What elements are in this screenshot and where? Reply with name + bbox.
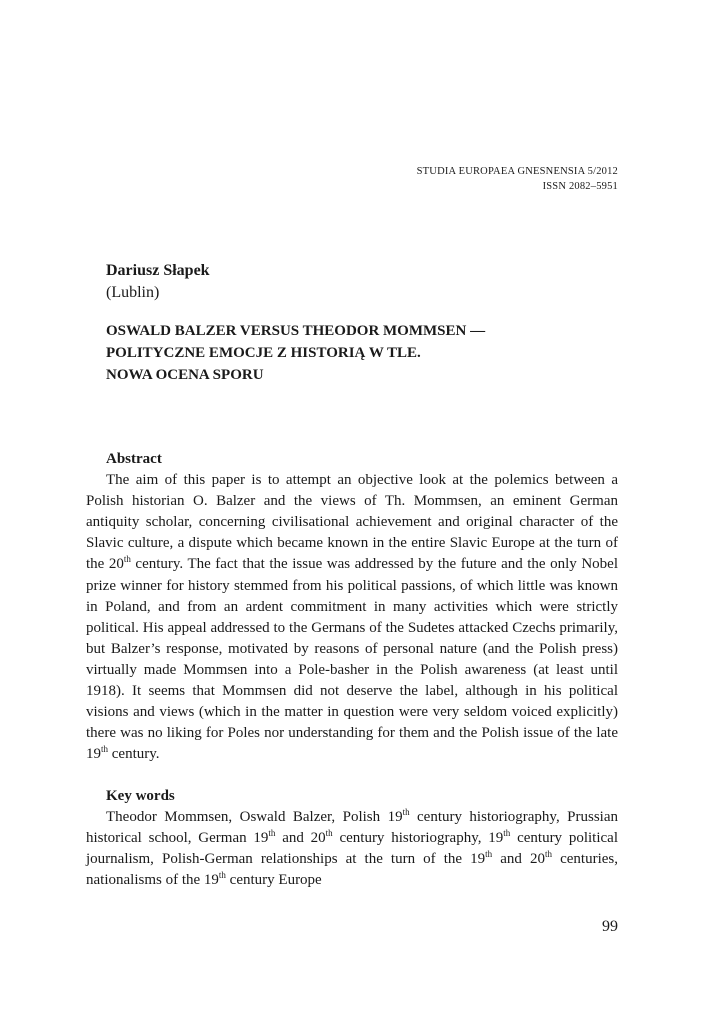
abstract-heading: Abstract — [106, 451, 162, 467]
paper-title — [106, 320, 626, 386]
title-line-1: OSWALD BALZER VERSUS THEODOR MOMMSEN — — [106, 323, 486, 339]
abstract-section — [86, 449, 618, 765]
title-line-3: NOWA OCENA SPORU — [106, 367, 264, 383]
keywords-heading: Key words — [106, 788, 175, 804]
author-affiliation: (Lublin) — [106, 284, 160, 301]
journal-header — [417, 164, 618, 194]
abstract-text: The aim of this paper is to attempt an objective look at the polemics between a Polish historian O. Balzer and the views of Th. Mommsen, an eminent German antiquity scholar, concerning civilisational achievement and original character of the Slavic culture, a dispute which became known in the entire Slavic Europe at the turn of the 20th century. The fact that the issue was addressed by the future and the only Nobel prize winner for history stemmed from his political passions, of which little was known in Poland, and from an ardent commitment in many activities which were strictly political. His appeal addressed to the Germans of the Sudetes attacked Czechs primarily, but Balzer’s response, motivated by reasons of personal nature (and the Polish press) virtually made Mommsen into a Pole-basher in the Polish awareness (at least until 1918). It seems that Mommsen did not deserve the label, although in his political visions and views (which in the matter in question were very seldom voiced explicitly) there was no liking for Poles nor understanding for them and the Polish issue of the late 19th century. — [86, 472, 618, 763]
author-name: Dariusz Słapek — [106, 262, 210, 279]
journal-issn: ISSN 2082–5951 — [542, 181, 618, 192]
page-number: 99 — [602, 918, 618, 935]
keywords-section — [86, 786, 618, 891]
title-line-2: POLITYCZNE EMOCJE Z HISTORIĄ W TLE. — [106, 345, 421, 361]
journal-name: STUDIA EUROPAEA GNESNENSIA 5/2012 — [416, 166, 618, 177]
keywords-text: Theodor Mommsen, Oswald Balzer, Polish 19th century historiography, Prussian historical school, German 19th and 20th century historiography, 19th century political journalism, Polish-German relationships at the turn of the 19th and 20th centuries, nationalisms of the 19th century Europe — [86, 807, 618, 889]
author-block — [106, 260, 210, 304]
